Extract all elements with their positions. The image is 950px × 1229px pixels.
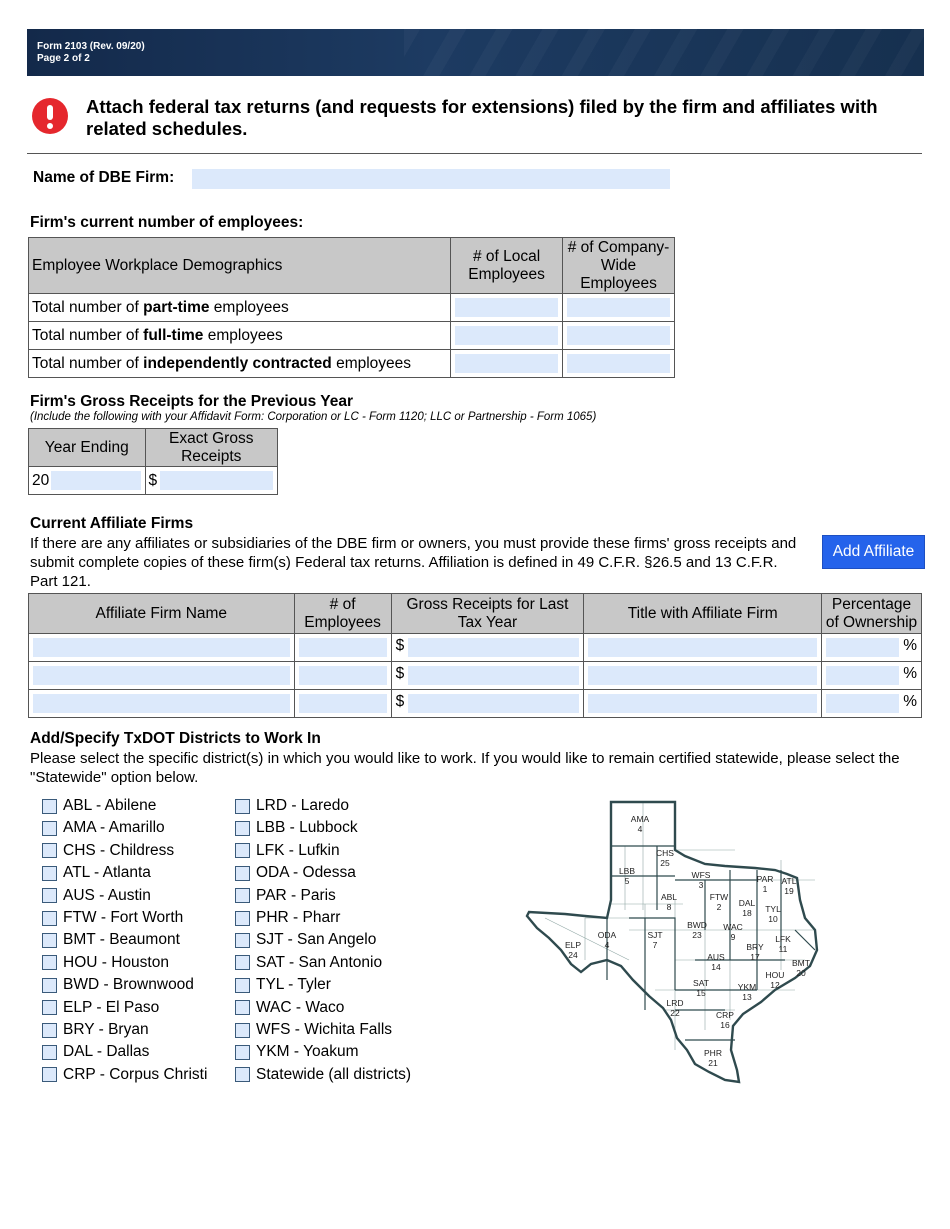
affiliate-employees-input[interactable] <box>299 666 387 685</box>
percent-symbol: % <box>903 637 917 654</box>
affiliate-ownership-input[interactable] <box>826 666 899 685</box>
map-district-number: 7 <box>652 940 658 950</box>
map-district-code: BWD <box>687 920 707 930</box>
district-checkbox[interactable] <box>235 866 250 881</box>
currency-symbol: $ <box>395 665 405 682</box>
map-district-code: LRD <box>666 998 684 1008</box>
local-contracted-input[interactable] <box>455 354 558 373</box>
map-district-code: PAR <box>756 874 774 884</box>
map-district-number: 15 <box>696 988 706 998</box>
firm-name-label: Name of DBE Firm: <box>33 169 175 186</box>
affiliate-title-input[interactable] <box>588 694 817 713</box>
district-label: PAR - Paris <box>256 886 336 904</box>
affiliate-receipts-input[interactable] <box>408 638 580 657</box>
affiliate-ownership-input[interactable] <box>826 638 899 657</box>
local-parttime-cell <box>451 294 563 322</box>
district-label: SJT - San Angelo <box>256 931 377 949</box>
map-district-code: SJT <box>647 930 663 940</box>
map-district-number: 4 <box>637 824 643 834</box>
map-district-code: WAC <box>723 922 743 932</box>
receipts-section-title: Firm's Gross Receipts for the Previous Year <box>30 393 354 410</box>
district-option[interactable] <box>235 864 356 882</box>
employee-row-label: Total number of independently contracted employees <box>29 350 451 378</box>
district-option[interactable] <box>42 999 159 1017</box>
attach-notice: Attach federal tax returns (and requests for extensions) filed by the firm and affiliates with related schedules. <box>86 96 878 139</box>
district-label: AUS - Austin <box>63 886 151 904</box>
map-district-code: PHR <box>704 1048 722 1058</box>
employees-section-title: Firm's current number of employees: <box>30 214 304 231</box>
receipts-col-amount: Exact Gross Receipts <box>145 429 278 467</box>
map-district-number: 17 <box>750 952 760 962</box>
district-label: ABL - Abilene <box>63 797 157 814</box>
district-option[interactable] <box>235 842 340 860</box>
employee-row-label: Total number of full-time employees <box>29 322 451 350</box>
districts-section-title: Add/Specify TxDOT Districts to Work In <box>30 730 321 747</box>
district-checkbox[interactable] <box>42 911 57 926</box>
affiliate-receipts-input[interactable] <box>408 694 580 713</box>
district-label: BWD - Brownwood <box>63 976 194 994</box>
district-option[interactable] <box>42 931 180 949</box>
district-option[interactable] <box>235 1066 411 1084</box>
affiliates-table <box>28 593 922 718</box>
amount-cell <box>145 467 278 495</box>
currency-symbol: $ <box>148 471 158 489</box>
district-checkbox[interactable] <box>235 1067 250 1082</box>
district-label: PHR - Pharr <box>256 909 341 926</box>
employees-col-demographics: Employee Workplace Demographics <box>29 238 451 294</box>
district-checkbox[interactable] <box>235 955 250 970</box>
district-label: FTW - Fort Worth <box>63 909 184 926</box>
district-option[interactable] <box>42 797 156 815</box>
district-checkbox[interactable] <box>42 955 57 970</box>
divider <box>27 153 922 154</box>
affiliates-description: If there are any affiliates or subsidiaries of the DBE firm or owners, you must provide these firms' gross receipts and submit complete copies of these firm(s) Federal tax returns. Affiliation is defined in 49 C.F.R. §26.5 and 13 C.F.R. Part 121. <box>30 535 797 590</box>
map-district-code: YKM <box>737 982 757 992</box>
local-fulltime-cell <box>451 322 563 350</box>
map-district-number: 19 <box>784 886 794 896</box>
district-label: BRY - Bryan <box>63 1021 149 1038</box>
district-option[interactable] <box>42 954 169 972</box>
map-district-number: 23 <box>692 930 702 940</box>
currency-symbol: $ <box>395 693 405 710</box>
affiliate-ownership-input[interactable] <box>826 694 899 713</box>
map-district-code: FTW <box>709 892 729 902</box>
map-district-code: LFK <box>775 934 791 944</box>
map-district-code: TYL <box>765 904 781 914</box>
district-label: ODA - Odessa <box>256 864 356 882</box>
affiliates-col-ownership: Percentage of Ownership <box>822 594 922 634</box>
add-affiliate-button[interactable]: Add Affiliate <box>822 535 925 569</box>
affiliates-col-employees: # of Employees <box>294 594 391 634</box>
district-checkbox[interactable] <box>235 888 250 903</box>
district-checkbox[interactable] <box>42 1000 57 1015</box>
district-label: HOU - Houston <box>63 953 169 971</box>
district-checkbox[interactable] <box>42 799 57 814</box>
district-option[interactable] <box>235 797 349 815</box>
receipts-note: (Include the following with your Affidavit Form: Corporation or LC - Form 1120; LLC or Partnership - Form 1065) <box>30 411 597 423</box>
affiliate-employees-input[interactable] <box>299 638 387 657</box>
district-checkbox[interactable] <box>42 933 57 948</box>
local-parttime-input[interactable] <box>455 298 558 317</box>
map-district-code: LBB <box>618 866 636 876</box>
map-district-code: ODA <box>597 930 617 940</box>
map-district-number: 8 <box>666 902 672 912</box>
district-label: CHS - Childress <box>63 841 175 859</box>
districts-description: Please select the specific district(s) in which you would like to work. If you would like to remain certified statewide, please select the "Statewide" option below. <box>30 750 900 786</box>
map-district-code: ATL <box>781 876 797 886</box>
year-cell <box>29 467 146 495</box>
district-label: SAT - San Antonio <box>256 953 383 971</box>
district-checkbox[interactable] <box>235 1023 250 1038</box>
year-prefix: 20 <box>32 471 50 489</box>
district-option[interactable] <box>235 976 331 994</box>
map-district-code: AMA <box>630 814 650 824</box>
year-input[interactable] <box>51 471 141 490</box>
affiliates-col-title: Title with Affiliate Firm <box>584 594 822 634</box>
district-checkbox[interactable] <box>42 1067 57 1082</box>
map-district-number: 4 <box>604 940 610 950</box>
percent-symbol: % <box>903 693 917 710</box>
currency-symbol: $ <box>395 637 405 654</box>
district-checkbox[interactable] <box>235 911 250 926</box>
affiliates-col-receipts: Gross Receipts for Last Tax Year <box>391 594 584 634</box>
affiliates-section-title: Current Affiliate Firms <box>30 515 194 532</box>
district-checkbox[interactable] <box>42 978 57 993</box>
affiliate-receipts-input[interactable] <box>408 666 580 685</box>
gross-receipts-input[interactable] <box>160 471 274 490</box>
map-district-number: 24 <box>568 950 578 960</box>
map-district-code: BRY <box>746 942 764 952</box>
district-checkbox[interactable] <box>42 888 57 903</box>
map-district-number: 13 <box>742 992 752 1002</box>
map-district-number: 25 <box>660 858 670 868</box>
district-label: BMT - Beaumont <box>63 931 180 949</box>
district-option[interactable] <box>42 864 151 882</box>
affiliate-name-input[interactable] <box>33 666 290 685</box>
district-checkbox[interactable] <box>42 1045 57 1060</box>
district-option[interactable] <box>42 976 194 994</box>
district-option[interactable] <box>42 887 151 905</box>
map-district-code: ABL <box>660 892 678 902</box>
employees-col-company: # of Company-Wide Employees <box>563 238 675 294</box>
affiliate-employees-input[interactable] <box>299 694 387 713</box>
local-contracted-cell <box>451 350 563 378</box>
district-label: ATL - Atlanta <box>63 864 151 882</box>
district-label: LBB - Lubbock <box>256 819 358 837</box>
district-option[interactable] <box>235 887 336 905</box>
affiliate-name-input[interactable] <box>33 638 290 657</box>
employees-table <box>28 237 675 378</box>
district-checkbox[interactable] <box>235 1000 250 1015</box>
affiliate-title-input[interactable] <box>588 666 817 685</box>
affiliate-name-input[interactable] <box>33 694 290 713</box>
form-header-banner <box>27 29 924 76</box>
map-district-number: 5 <box>624 876 630 886</box>
company-parttime-input[interactable] <box>567 298 670 317</box>
company-contracted-input[interactable] <box>567 354 670 373</box>
district-checkbox[interactable] <box>235 978 250 993</box>
district-label: LRD - Laredo <box>256 797 350 814</box>
map-district-number: 2 <box>716 902 722 912</box>
district-checkbox[interactable] <box>235 843 250 858</box>
map-district-code: HOU <box>765 970 785 980</box>
company-parttime-cell <box>563 294 675 322</box>
district-option[interactable] <box>235 954 382 972</box>
district-label: ELP - El Paso <box>63 998 160 1016</box>
texas-districts-map <box>525 800 825 1085</box>
map-district-number: 9 <box>730 932 736 942</box>
map-district-number: 11 <box>778 944 788 954</box>
district-checkbox[interactable] <box>42 866 57 881</box>
district-checkbox[interactable] <box>235 821 250 836</box>
receipts-col-year: Year Ending <box>29 429 146 467</box>
district-label: Statewide (all districts) <box>256 1065 412 1083</box>
map-district-number: 21 <box>708 1058 718 1068</box>
map-labels <box>565 814 810 1068</box>
affiliates-col-name: Affiliate Firm Name <box>29 594 295 634</box>
district-label: LFK - Lufkin <box>256 841 340 859</box>
map-district-code: CRP <box>716 1010 734 1020</box>
employee-row-label: Total number of part-time employees <box>29 294 451 322</box>
district-option[interactable] <box>42 819 165 837</box>
district-label: DAL - Dallas <box>63 1043 150 1061</box>
map-district-code: WFS <box>691 870 711 880</box>
company-fulltime-cell <box>563 322 675 350</box>
district-label: WAC - Waco <box>256 998 345 1016</box>
map-district-number: 18 <box>742 908 752 918</box>
map-district-code: CHS <box>656 848 674 858</box>
district-label: AMA - Amarillo <box>63 819 165 837</box>
district-option[interactable] <box>235 999 344 1017</box>
district-label: TYL - Tyler <box>256 976 331 994</box>
district-option[interactable] <box>42 842 174 860</box>
district-option[interactable] <box>235 931 376 949</box>
map-district-code: ELP <box>564 940 582 950</box>
map-district-code: DAL <box>738 898 756 908</box>
company-contracted-cell <box>563 350 675 378</box>
district-checkbox[interactable] <box>42 821 57 836</box>
map-district-number: 12 <box>770 980 780 990</box>
county-lines <box>545 802 815 1050</box>
local-fulltime-input[interactable] <box>455 326 558 345</box>
district-checkbox[interactable] <box>42 1023 57 1038</box>
page-number: Page 2 of 2 <box>37 53 90 64</box>
district-checkbox[interactable] <box>235 1045 250 1060</box>
map-district-code: AUS <box>707 952 725 962</box>
map-district-code: SAT <box>693 978 709 988</box>
district-option[interactable] <box>235 1043 359 1061</box>
form-id: Form 2103 (Rev. 09/20) <box>37 41 145 52</box>
district-option[interactable] <box>42 909 183 927</box>
map-district-number: 1 <box>762 884 768 894</box>
firm-name-input[interactable] <box>192 169 670 189</box>
district-checkbox[interactable] <box>42 843 57 858</box>
alert-icon <box>32 98 68 134</box>
district-label: WFS - Wichita Falls <box>256 1021 393 1038</box>
map-district-number: 16 <box>720 1020 730 1030</box>
map-district-number: 3 <box>698 880 704 890</box>
district-option[interactable] <box>235 1021 392 1039</box>
district-label: CRP - Corpus Christi <box>63 1065 208 1083</box>
map-district-number: 20 <box>796 968 806 978</box>
map-district-number: 22 <box>670 1008 680 1018</box>
district-option[interactable] <box>235 909 340 927</box>
company-fulltime-input[interactable] <box>567 326 670 345</box>
map-district-number: 10 <box>768 914 778 924</box>
affiliate-title-input[interactable] <box>588 638 817 657</box>
district-label: YKM - Yoakum <box>256 1043 359 1061</box>
district-option[interactable] <box>42 1066 207 1084</box>
map-district-code: BMT <box>792 958 810 968</box>
map-district-number: 14 <box>711 962 721 972</box>
district-option[interactable] <box>42 1021 149 1039</box>
employees-col-local: # of Local Employees <box>451 238 563 294</box>
percent-symbol: % <box>903 665 917 682</box>
district-checkbox[interactable] <box>235 799 250 814</box>
district-option[interactable] <box>235 819 358 837</box>
district-checkbox[interactable] <box>235 933 250 948</box>
receipts-table <box>28 428 278 495</box>
district-option[interactable] <box>42 1043 149 1061</box>
